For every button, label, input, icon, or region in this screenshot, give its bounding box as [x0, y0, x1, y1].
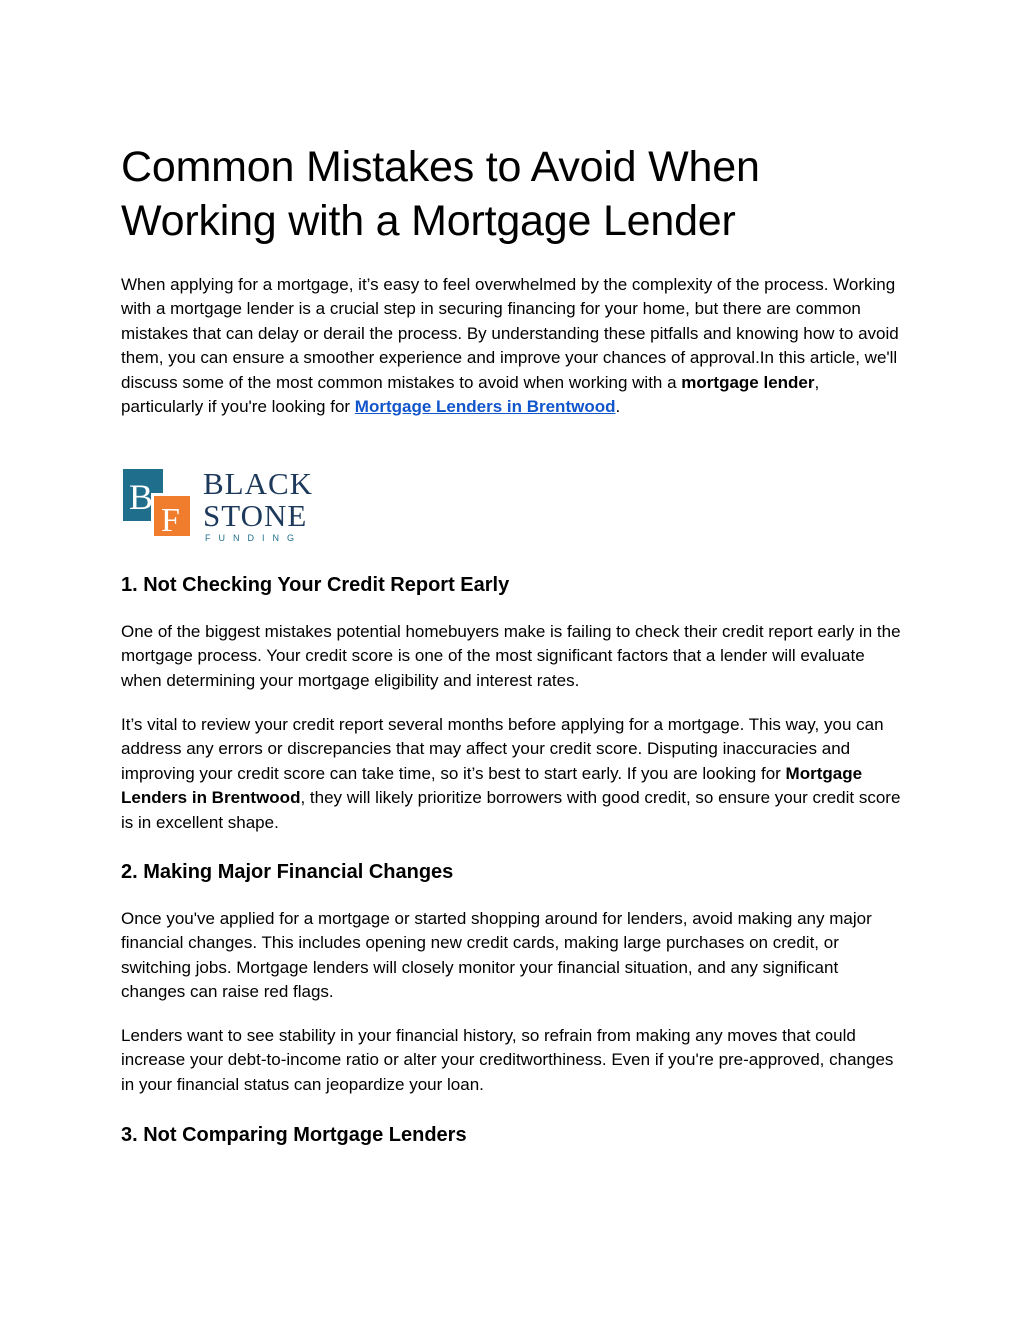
mortgage-lenders-brentwood-link[interactable]: Mortgage Lenders in Brentwood [354, 397, 616, 417]
logo-initial-f: F [161, 502, 180, 539]
section-1-paragraph-2 [121, 713, 901, 835]
intro-bold-mortgage-lender: mortgage lender [681, 372, 815, 392]
logo-initial-b: B [129, 477, 154, 517]
intro-text-3: . [615, 397, 621, 417]
intro-text-1: When applying for a mortgage, it’s easy to feel overwhelmed by the complexity of the process. Working with a mortgage lender is a crucial step in securing financing for your home, but there are common mistakes that can delay or derail the process. By understanding these pitfalls and knowing how to avoid them, you can ensure a smoother experience and improve your chances of approval.In this article, we'll discuss some of the most common mistakes to avoid when working with a [121, 275, 899, 392]
page-title: Common Mistakes to Avoid When Working with a Mortgage Lender [121, 143, 760, 245]
section-1-p2-text-a: It’s vital to review your credit report several months before applying for a mortgage. This way, you can address any errors or discrepancies that may affect your credit score. Disputing inaccuracies and improving your credit score can take time, so it’s best to start early. If you are looking for [121, 715, 884, 783]
section-2-paragraph-2: Lenders want to see stability in your financial history, so refrain from making any moves that could increase your debt-to-income ratio or alter your creditworthiness. Even if you're pre-approved, changes in your financial status can jeopardize your loan. [121, 1026, 894, 1094]
intro-text-2: , particularly if you're looking for [121, 372, 820, 417]
section-3-heading: 3. Not Comparing Mortgage Lenders [121, 1124, 467, 1146]
section-1-p2-bold: Mortgage Lenders in Brentwood [121, 763, 863, 808]
section-1-p2-text-b: , they will likely prioritize borrowers with good credit, so ensure your credit score is in excellent shape. [121, 788, 901, 832]
section-2-heading: 2. Making Major Financial Changes [121, 861, 454, 883]
logo-word-black: BLACK [203, 467, 314, 501]
intro-paragraph [121, 273, 901, 419]
logo-word-funding: FUNDING [205, 533, 302, 543]
section-1-paragraph-1: One of the biggest mistakes potential homebuyers make is failing to check their credit report early in the mortgage process. Your credit score is one of the most significant factors that a lender will evaluate when determining your mortgage eligibility and interest rates. [121, 622, 901, 690]
logo-word-stone: STONE [203, 498, 308, 533]
black-stone-funding-logo [121, 467, 331, 545]
section-2-paragraph-1: Once you've applied for a mortgage or started shopping around for lenders, avoid making any major financial changes. This includes opening new credit cards, making large purchases on credit, or switching jobs. Mortgage lenders will closely monitor your financial situation, and any significant changes can raise red flags. [121, 909, 872, 1002]
section-1-heading: 1. Not Checking Your Credit Report Early [121, 574, 510, 596]
